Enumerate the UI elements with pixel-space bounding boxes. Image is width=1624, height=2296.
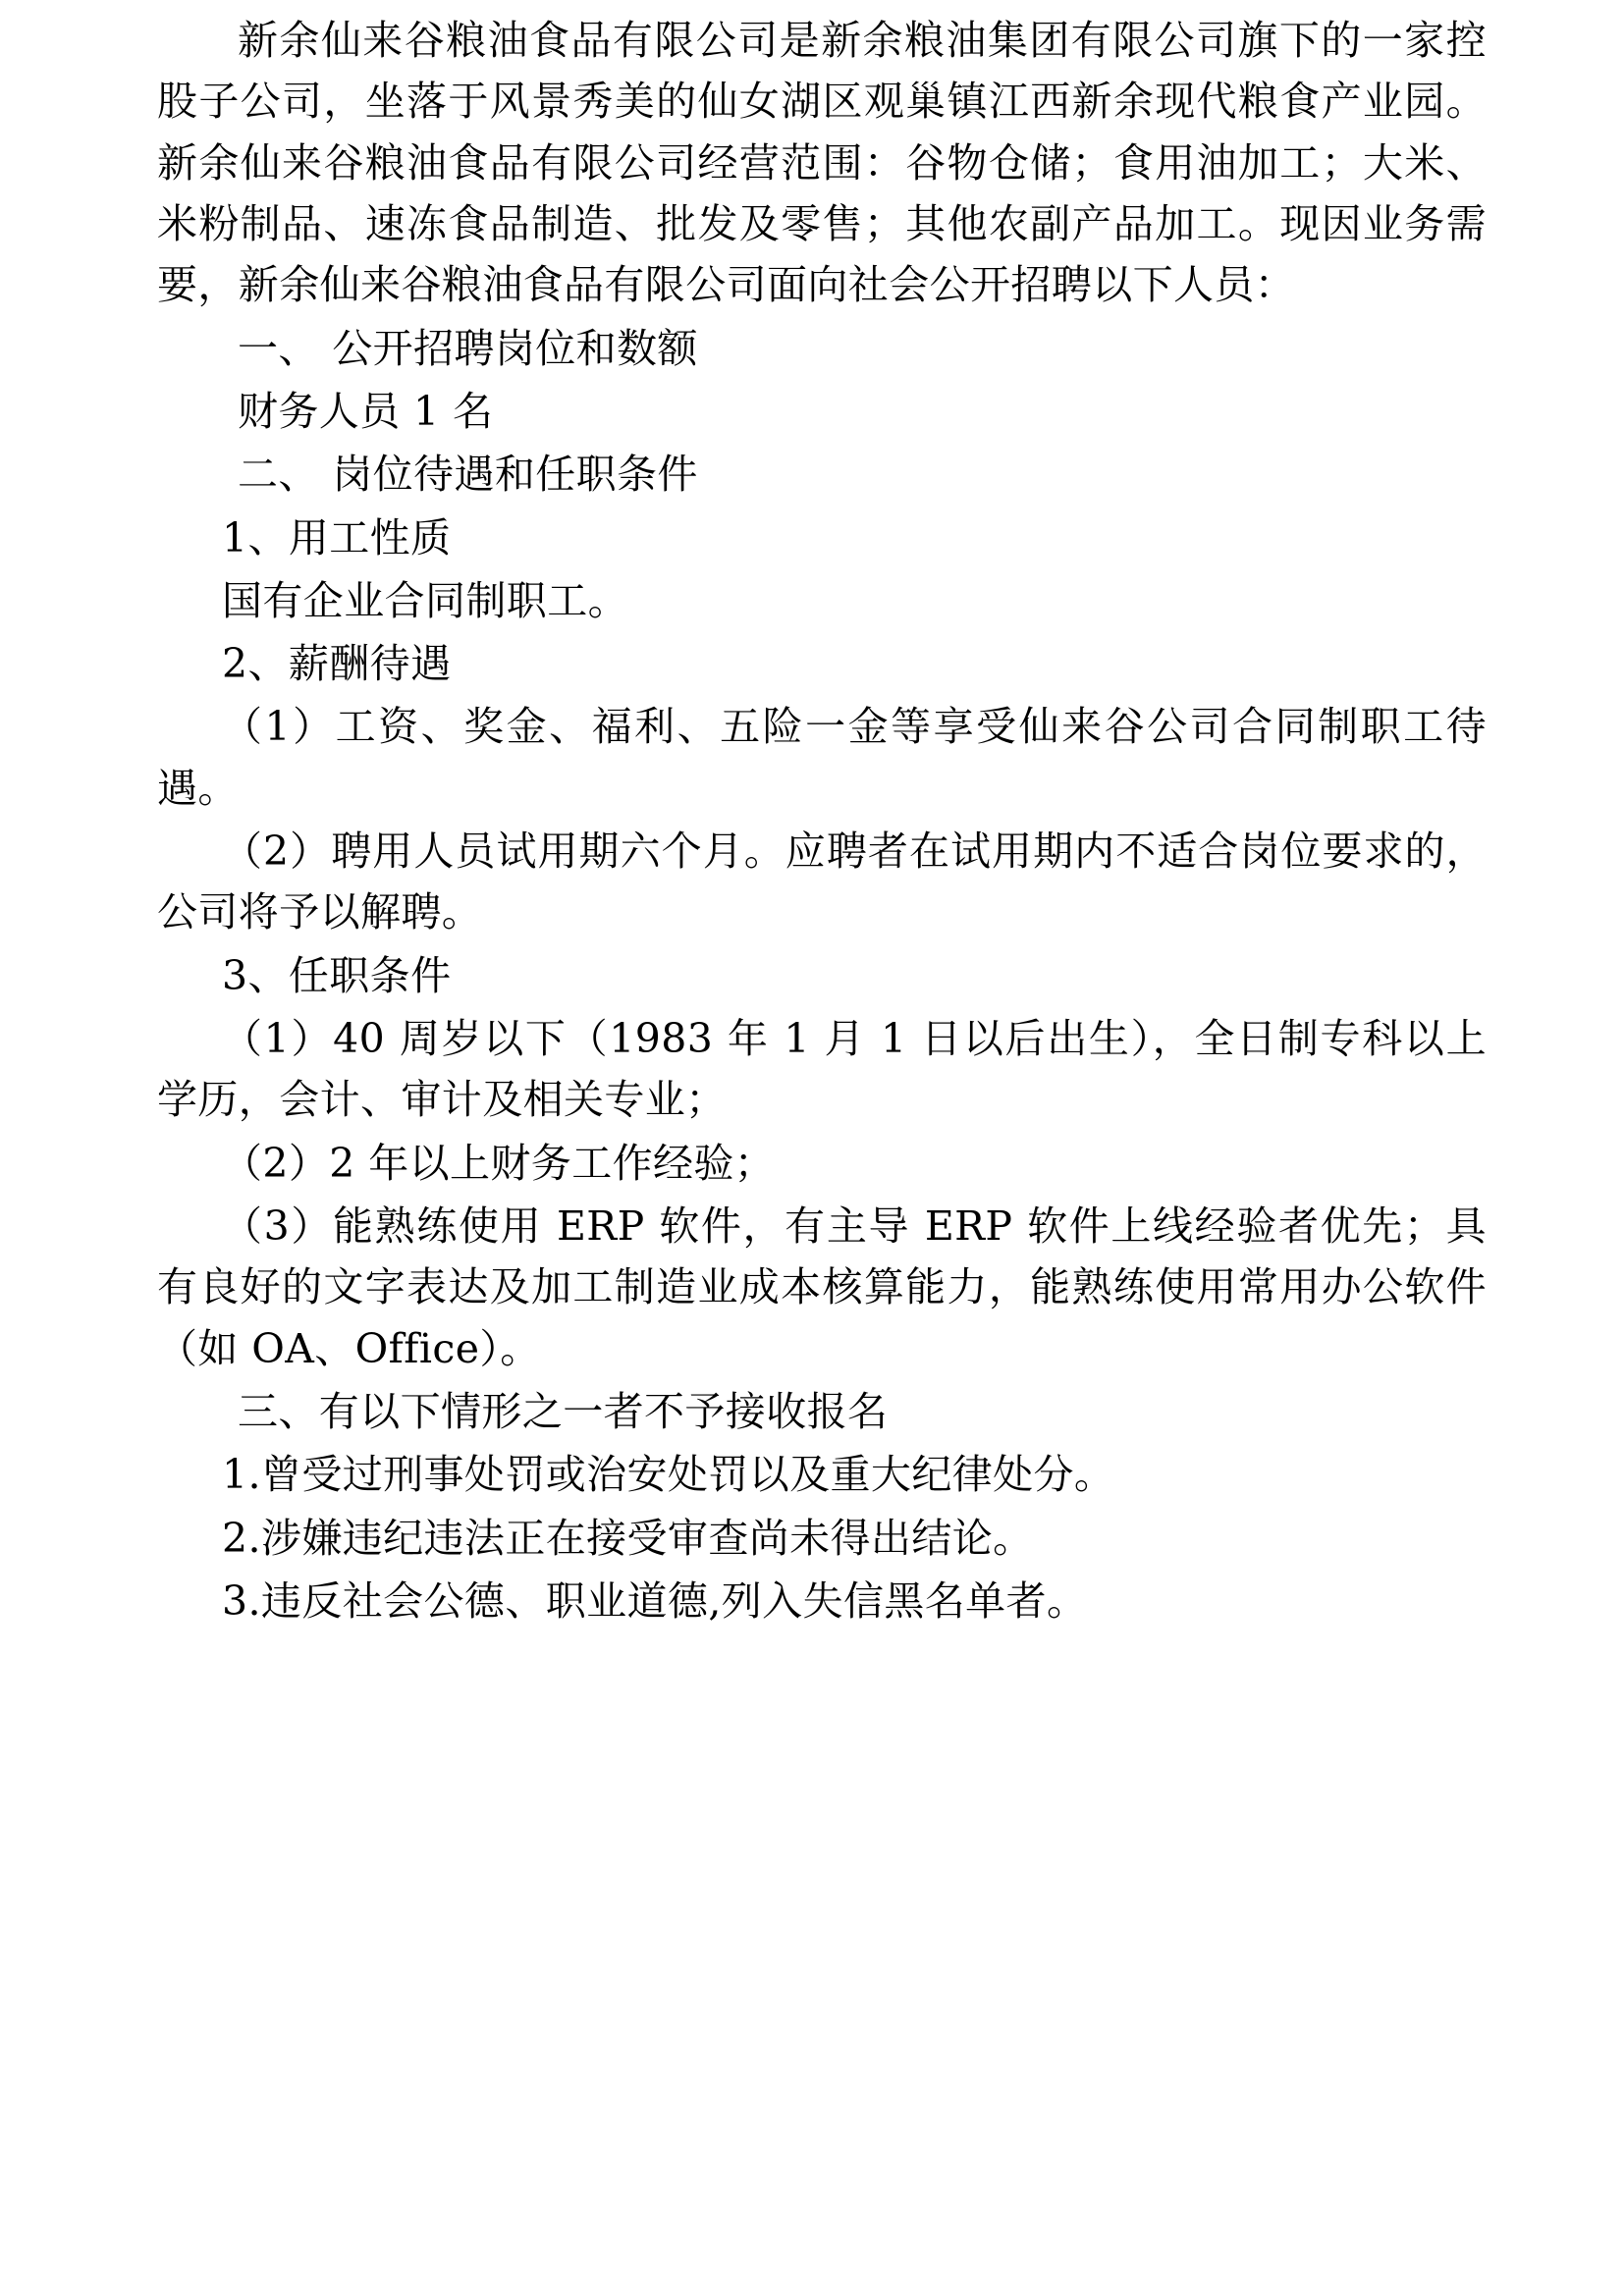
heading-item-2-1: 1、用工性质 [222, 513, 452, 561]
paragraph-intro: 新余仙来谷粮油食品有限公司是新余粮油集团有限公司旗下的一家控股子公司，坐落于风景秀美的仙女湖区观巢镇江西新余现代粮食产业园。新余仙来谷粮油食品有限公司经营范围：谷物仓储；食用油加工；大米、米粉制品、速冻食品制造、批发及零售；其他农副产品加工。现因业务需要，新余仙来谷粮油食品有限公司面向社会公开招聘以下人员： [157, 17, 1487, 309]
paragraph-item-2-2-1: （1）工资、奖金、福利、五险一金等享受仙来谷公司合同制职工待遇。 [157, 703, 1487, 812]
paragraph-item-3-3: 3.违反社会公德、职业道德,列入失信黑名单者。 [222, 1576, 1088, 1625]
paragraph-item-2-2-2: （2）聘用人员试用期六个月。应聘者在试用期内不适合岗位要求的，公司将予以解聘。 [157, 828, 1487, 936]
heading-section-1: 一、 公开招聘岗位和数额 [238, 324, 698, 372]
paragraph-item-2-3-3: （3）能熟练使用 ERP 软件，有主导 ERP 软件上线经验者优先；具有良好的文字表达及加工制造业成本核算能力，能熟练使用常用办公软件（如 OA、Office）。 [157, 1201, 1487, 1372]
heading-item-2-2: 2、薪酬待遇 [222, 640, 452, 688]
heading-item-2-3: 3、任职条件 [222, 951, 452, 999]
heading-section-2: 二、 岗位待遇和任职条件 [238, 451, 698, 499]
paragraph-section-1-item: 财务人员 1 名 [238, 387, 494, 435]
paragraph-item-3-2: 2.涉嫌违纪违法正在接受审查尚未得出结论。 [222, 1514, 1034, 1562]
paragraph-item-3-1: 1.曾受过刑事处罚或治安处罚以及重大纪律处分。 [222, 1451, 1115, 1499]
heading-section-3: 三、有以下情形之一者不予接收报名 [238, 1387, 889, 1435]
paragraph-item-2-1-body: 国有企业合同制职工。 [222, 576, 628, 624]
document-body [157, 10, 1487, 1631]
paragraph-item-2-3-1: （1）40 周岁以下（1983 年 1 月 1 日以后出生），全日制专科以上学历，会计、审计及相关专业； [157, 1015, 1487, 1124]
paragraph-item-2-3-2: （2）2 年以上财务工作经验； [222, 1139, 776, 1187]
